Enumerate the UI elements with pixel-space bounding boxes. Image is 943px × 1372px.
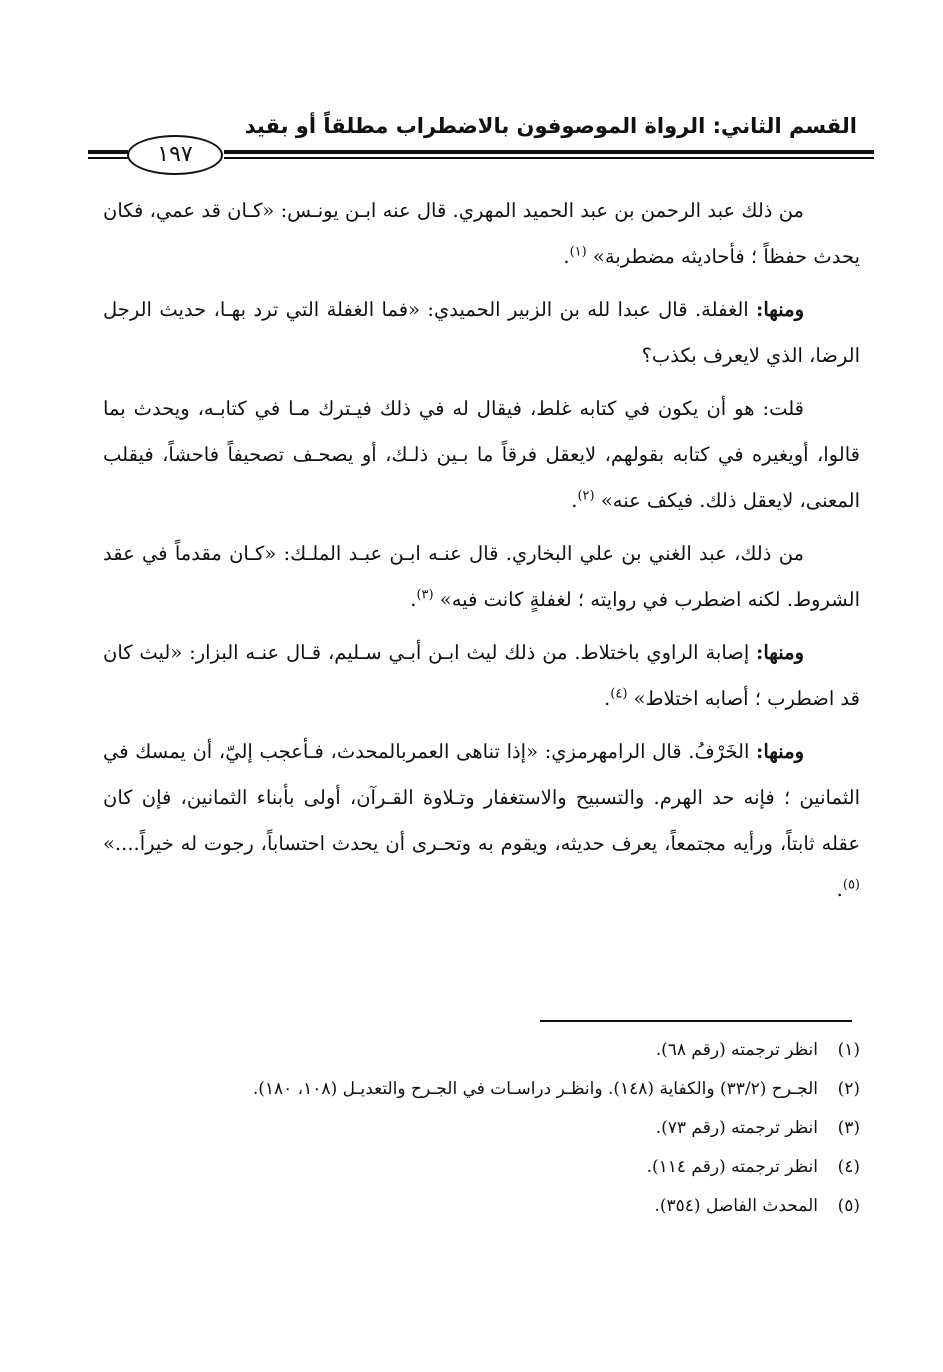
paragraph bbox=[103, 287, 860, 379]
footnote-text: انظر ترجمته (رقم ١١٤). bbox=[646, 1157, 818, 1177]
paragraph-tail: . bbox=[563, 245, 570, 268]
footnote-text: الجـرح (٣٣/٢) والكفاية (١٤٨). وانظـر دراسـات في الجـرح والتعديـل (١٠٨، ١٨٠). bbox=[252, 1079, 818, 1099]
footnote bbox=[103, 1149, 860, 1185]
footnote-text: انظر ترجمته (رقم ٧٣). bbox=[655, 1118, 818, 1138]
footnote bbox=[103, 1188, 860, 1224]
paragraph-text: من ذلك، عبد الغني بن علي البخاري. قال عنـه ابـن عبـد الملـك: «كـان مقدماً في عقد الشروط. لكنه اضطرب في روايته ؛ لغفلةٍ كانت فيه» bbox=[103, 542, 860, 611]
footnote-reference: (٥) bbox=[842, 877, 860, 893]
footnotes bbox=[103, 1032, 860, 1227]
paragraph-text: إصابة الراوي باختلاط. من ذلك ليث ابـن أبـي سـليم، قـال عنـه البزار: «ليث كان قد اضطرب ؛ أصابه اختلاط» bbox=[103, 641, 860, 710]
footnote bbox=[103, 1110, 860, 1146]
paragraph bbox=[103, 630, 860, 722]
paragraph-text: قلت: هو أن يكون في كتابه غلط، فيقال له في ذلك فيـترك مـا في كتابـه، ويحدث بما قالوا، أويغيره في كتابه بقولهم، لايعقل فرقاً ما بـين ذلـك، أو يصحـف تصحيفاً فاحشاً، فيقلب المعنى، لايعقل ذلك. فيكف عنه» bbox=[103, 397, 860, 512]
header-rule-thin-left bbox=[88, 157, 128, 159]
paragraph bbox=[103, 531, 860, 623]
paragraph bbox=[103, 188, 860, 280]
paragraph-tail: . bbox=[410, 588, 417, 611]
paragraph-text: الغفلة. قال عبدا لله بن الزبير الحميدي: «فما الغفلة التي ترد بهـا، حديث الرجل الرضا، الذي لايعرف بكذب؟ bbox=[103, 298, 860, 367]
paragraph-lead: ومنها: bbox=[756, 740, 804, 763]
paragraph-lead: ومنها: bbox=[756, 298, 804, 321]
running-header-title: القسم الثاني: الرواة الموصوفون بالاضطراب مطلقاً أو بقيد bbox=[244, 114, 857, 138]
paragraph-tail: . bbox=[571, 489, 578, 512]
footnote-reference: (٢) bbox=[577, 488, 595, 504]
header-rule-thin-right bbox=[224, 157, 874, 159]
page-number: ١٩٧ bbox=[127, 135, 223, 175]
footnote bbox=[103, 1071, 860, 1107]
paragraph-text: من ذلك عبد الرحمن بن عبد الحميد المهري. قال عنه ابـن يونـس: «كـان قد عمي، فكان يحدث حفظاً ؛ فأحاديثه مضطربة» bbox=[103, 199, 860, 268]
paragraph-text: الخَرْفُ. قال الرامهرمزي: «إذا تناهى العمربالمحدث، فـأعجب إليّ، أن يمسك في الثمانين ؛ فإنه حد الهرم. والتسبيح والاستغفار وتـلاوة القـرآن، أولى بأبناء الثمانين، فإن كان عقله ثابتاً، ورأيه مجتمعاً، يعرف حديثه، ويقوم به وتحـرى أن يحدث احتساباً، رجوت له خيراً....» bbox=[103, 740, 860, 855]
footnote-number: (١) bbox=[837, 1040, 860, 1060]
paragraph-tail: . bbox=[836, 878, 843, 901]
footnote-separator bbox=[540, 1020, 852, 1022]
paragraph-tail: . bbox=[604, 687, 611, 710]
footnote-number: (٣) bbox=[837, 1118, 860, 1138]
paragraph bbox=[103, 386, 860, 524]
footnote-number: (٤) bbox=[837, 1157, 860, 1177]
footnote-number: (٥) bbox=[837, 1196, 860, 1216]
footnote-reference: (٣) bbox=[416, 587, 434, 603]
paragraph bbox=[103, 729, 860, 913]
footnote-text: انظر ترجمته (رقم ٦٨). bbox=[655, 1040, 818, 1060]
paragraph-lead: ومنها: bbox=[756, 641, 804, 664]
body-text bbox=[103, 188, 860, 920]
footnote-text: المحدث الفاصل (٣٥٤). bbox=[654, 1196, 818, 1216]
footnote-reference: (١) bbox=[569, 244, 587, 260]
footnote-reference: (٤) bbox=[610, 686, 628, 702]
header-rule-thick-right bbox=[224, 150, 874, 154]
header-rule-thick-left bbox=[88, 150, 128, 154]
footnote bbox=[103, 1032, 860, 1068]
footnote-number: (٢) bbox=[837, 1079, 860, 1099]
